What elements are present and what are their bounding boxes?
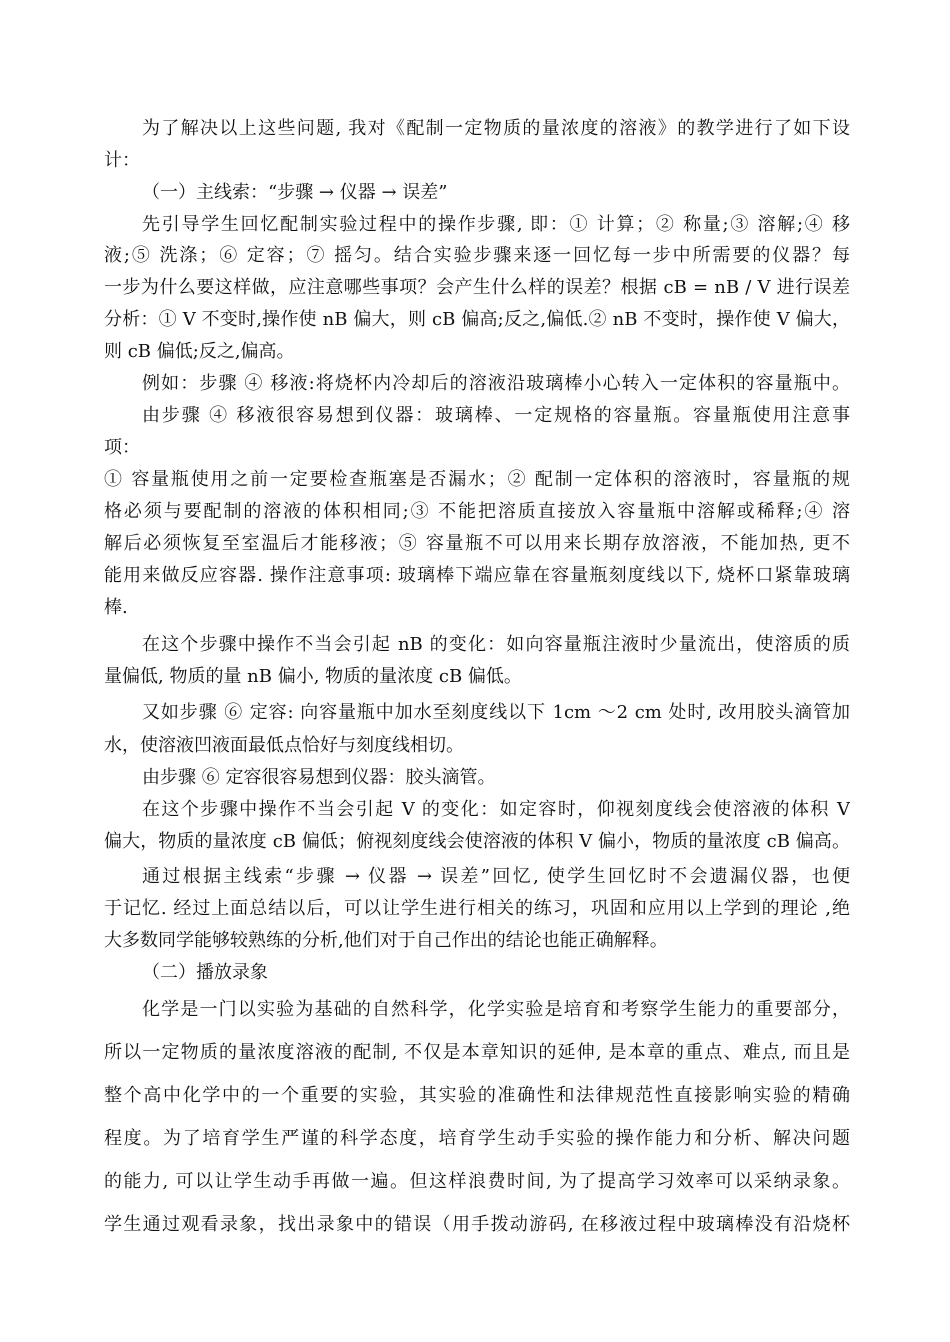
- text-line: 液;⑤ 洗涤；⑥ 定容；⑦ 摇匀。结合实验步骤来逐一回忆每一步中所需要的仪器？每: [104, 245, 850, 266]
- text-line: 由步骤 ④ 移液很容易想到仪器：玻璃棒、一定规格的容量瓶。容量瓶使用注意事: [142, 405, 850, 426]
- text-line: 分析：① V 不变时,操作使 nB 偏大，则 cB 偏高;反之,偏低.② nB 不变时，操作使 V 偏大，: [104, 309, 850, 330]
- text-line: 的能力, 可以让学生动手再做一遍。但这样浪费时间, 为了提高学习效率可以采纳录象。: [104, 1171, 850, 1192]
- text-line: 化学是一门以实验为基础的自然科学，化学实验是培育和考察学生能力的重要部分，: [142, 999, 850, 1020]
- text-line: 项：: [104, 437, 140, 458]
- text-line: 由步骤 ⑥ 定容很容易想到仪器：胶头滴管。: [142, 767, 496, 788]
- text-line: 程度。为了培育学生严谨的科学态度，培育学生动手实验的操作能力和分析、解决问题: [104, 1128, 850, 1149]
- text-line: 解后必须恢复至室温后才能移液；⑤ 容量瓶不可以用来长期存放溶液，不能加热, 更不: [104, 533, 850, 554]
- text-line: 能用来做反应容器. 操作注意事项: 玻璃棒下端应靠在容量瓶刻度线以下, 烧杯口紧靠玻璃: [104, 565, 850, 586]
- text-line: （一）主线索：“步骤 → 仪器 → 误差”: [142, 182, 448, 203]
- text-line: 学生通过观看录象，找出录象中的错误（用手拨动游码, 在移液过程中玻璃棒没有沿烧杯: [104, 1214, 850, 1235]
- text-line: ① 容量瓶使用之前一定要检查瓶塞是否漏水；② 配制一定体积的溶液时，容量瓶的规: [104, 469, 850, 490]
- text-line: 先引导学生回忆配制实验过程中的操作步骤, 即：① 计算；② 称量;③ 溶解;④ 移: [142, 214, 850, 235]
- text-line: 在这个步骤中操作不当会引起 V 的变化：如定容时，仰视刻度线会使溶液的体积 V: [142, 799, 850, 820]
- text-line: 水，使溶液凹液面最低点恰好与刻度线相切。: [104, 735, 464, 756]
- text-line: 量偏低, 物质的量 nB 偏小, 物质的量浓度 cB 偏低。: [104, 666, 522, 687]
- text-line: 计：: [104, 150, 140, 171]
- text-line: 又如步骤 ⑥ 定容: 向容量瓶中加水至刻度线以下 1cm ～2 cm 处时, 改用胶头滴管加: [142, 702, 850, 723]
- text-line: 格必须与要配制的溶液的体积相同;③ 不能把溶质直接放入容量瓶中溶解或稀释;④ 溶: [104, 501, 850, 522]
- text-line: 例如：步骤 ④ 移液:将烧杯内冷却后的溶液沿玻璃棒小心转入一定体积的容量瓶中。: [142, 373, 850, 394]
- section-heading: （二）播放录象: [142, 962, 268, 983]
- text-line: 在这个步骤中操作不当会引起 nB 的变化：如向容量瓶注液时少量流出，使溶质的质: [142, 634, 850, 655]
- text-line: 整个高中化学中的一个重要的实验，其实验的准确性和法律规范性直接影响实验的精确: [104, 1085, 850, 1106]
- text-line: 棒.: [104, 597, 128, 618]
- text-line: 所以一定物质的量浓度溶液的配制, 不仅是本章知识的延伸, 是本章的重点、难点, 而且是: [104, 1042, 850, 1063]
- text-line: 大多数同学能够较熟练的分析,他们对于自己作出的结论也能正确解释。: [104, 930, 668, 951]
- text-line: 一步为什么要这样做，应注意哪些事项？会产生什么样的误差？根据 cB = nB / V 进行误差: [104, 277, 850, 298]
- text-line: 偏大，物质的量浓度 cB 偏低；俯视刻度线会使溶液的体积 V 偏小，物质的量浓度 cB 偏高。: [104, 831, 850, 852]
- text-line: 于记忆. 经过上面总结以后，可以让学生进行相关的练习，巩固和应用以上学到的理论 ,绝: [104, 898, 850, 919]
- text-line: 为了解决以上这些问题, 我对《配制一定物质的量浓度的溶液》的教学进行了如下设: [142, 118, 850, 139]
- text-line: 则 cB 偏低;反之,偏高。: [104, 341, 295, 362]
- text-line: 通过根据主线索“步骤 → 仪器 → 误差”回忆, 使学生回忆时不会遗漏仪器，也便: [142, 866, 850, 887]
